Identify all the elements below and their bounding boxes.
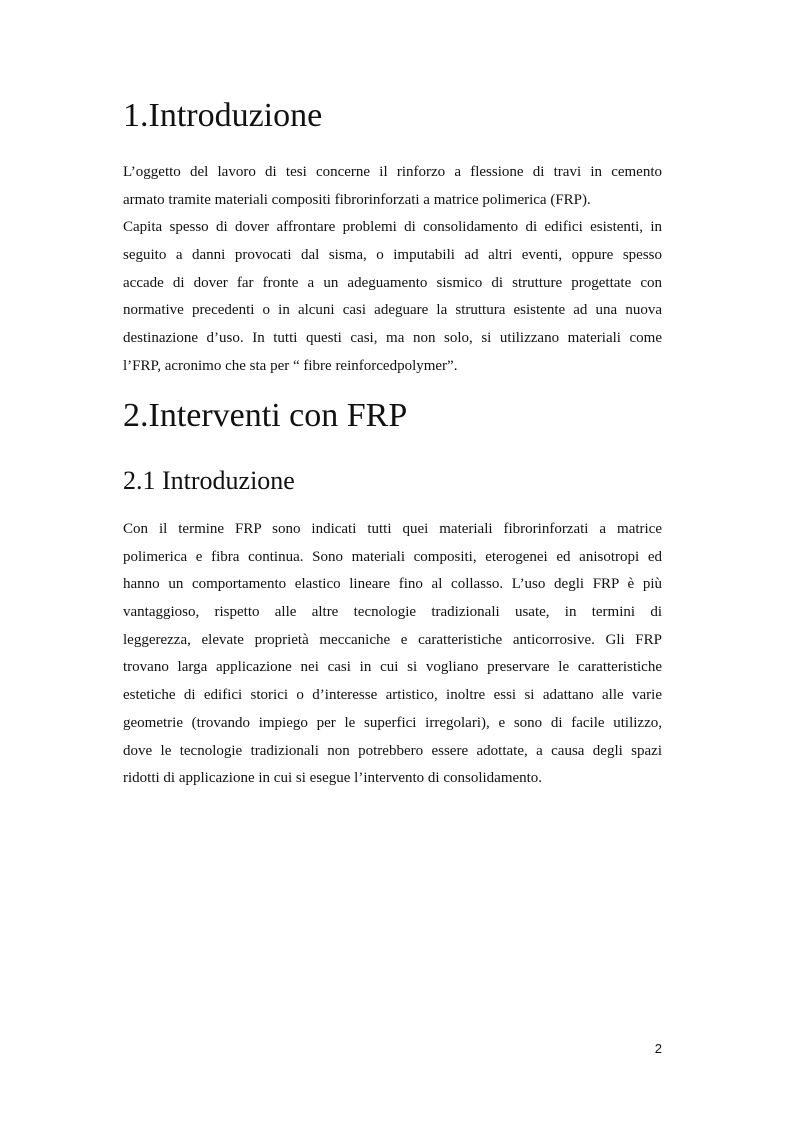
paragraph-line: l’FRP, acronimo che sta per “ fibre reinforcedpolymer”. [123, 357, 458, 374]
paragraph-line: normative precedenti o in alcuni casi adeguare la struttura esistente ad una nuova [123, 302, 662, 319]
paragraph-line: polimerica e fibra continua. Sono materiali compositi, eterogenei ed anisotropi ed [123, 548, 662, 565]
paragraph-line: seguito a danni provocati dal sisma, o imputabili ad altri eventi, oppure spesso [123, 247, 662, 264]
paragraph-line: hanno un comportamento elastico lineare fino al collasso. L’uso degli FRP è più [123, 576, 662, 593]
paragraph-line: dove le tecnologie tradizionali non potrebbero essere adottate, a causa degli spazi [123, 742, 662, 759]
paragraph-line: geometrie (trovando impiego per le superfici irregolari), e sono di facile utilizzo, [123, 714, 662, 731]
paragraph-line: estetiche di edifici storici o d’interesse artistico, inoltre essi si adattano alle varie [123, 687, 662, 704]
paragraph-line: vantaggioso, rispetto alle altre tecnologie tradizionali usate, in termini di [123, 604, 662, 621]
paragraph-line: accade di dover far fronte a un adeguamento sismico di strutture progettate con [123, 274, 662, 291]
section-1-paragraph [123, 159, 662, 381]
paragraph-line: Con il termine FRP sono indicati tutti quei materiali fibrorinforzati a matrice [123, 521, 662, 537]
section-1-heading: 1.Introduzione [123, 97, 323, 134]
subsection-2-1-heading: 2.1 Introduzione [123, 466, 295, 495]
paragraph-line: Capita spesso di dover affrontare problemi di consolidamento di edifici esistenti, in [123, 219, 662, 236]
paragraph-line: destinazione d’uso. In tutti questi casi, ma non solo, si utilizzano materiali come [123, 330, 662, 347]
paragraph-line: leggerezza, elevate proprietà meccaniche e caratteristiche anticorrosive. Gli FRP [123, 631, 662, 648]
paragraph-line: armato tramite materiali compositi fibrorinforzati a matrice polimerica (FRP). [123, 191, 591, 208]
paragraph-line: ridotti di applicazione in cui si esegue l’intervento di consolidamento. [123, 770, 543, 787]
page-number: 2 [654, 1041, 662, 1056]
paragraph-line: trovano larga applicazione nei casi in cui si vogliano preservare le caratteristiche [123, 659, 662, 676]
section-2-heading: 2.Interventi con FRP [123, 397, 408, 434]
paragraph-line: L’oggetto del lavoro di tesi concerne il rinforzo a flessione di travi in cemento [123, 164, 662, 180]
subsection-2-1-paragraph [123, 516, 662, 793]
